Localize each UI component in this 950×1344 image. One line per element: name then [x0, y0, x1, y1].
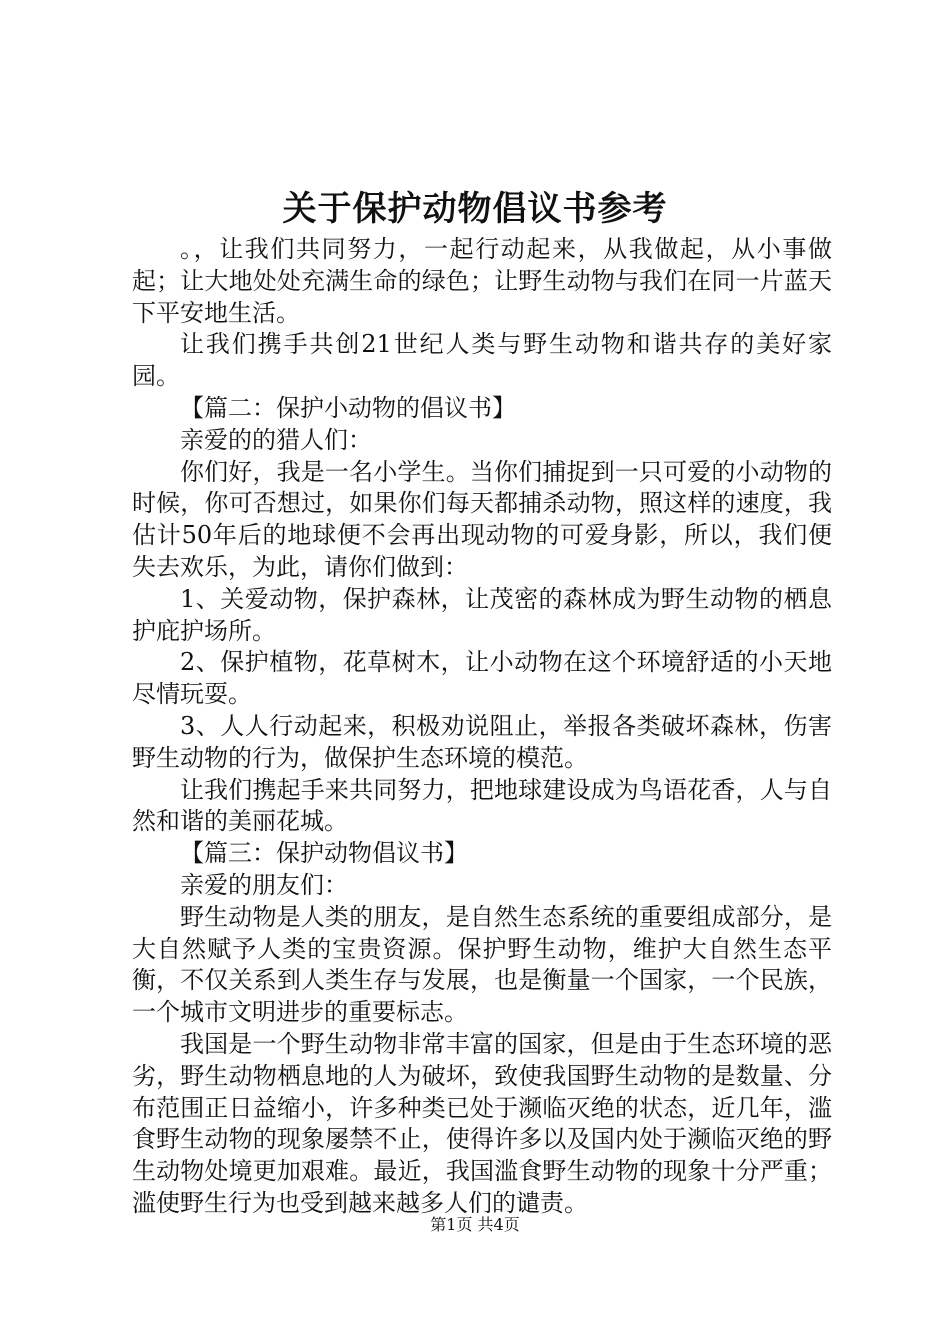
paragraph-12: 野生动物是人类的朋友，是自然生态系统的重要组成部分，是大自然赋予人类的宝贵资源。保护野生动物，维护大自然生态平衡，不仅关系到人类生存与发展，也是衡量一个国家，一个民族，一个城市文明进步的重要标志。	[132, 902, 832, 1027]
paragraph-9: 让我们携起手来共同努力，把地球建设成为鸟语花香，人与自然和谐的美丽花城。	[132, 775, 832, 836]
salutation-hunters: 亲爱的的猎人们：	[180, 425, 372, 454]
paragraph-13: 我国是一个野生动物非常丰富的国家，但是由于生态环境的恶劣，野生动物栖息地的人为破坏，致使我国野生动物的是数量、分布范围正日益缩小，许多种类已处于濒临灭绝的状态，近几年，滥食野生动物的现象屡禁不止，使得许多以及国内处于濒临灭绝的野生动物处境更加艰难。最近，我国滥食野生动物的现象十分严重；滥使野生行为也受到越来越多人们的谴责。	[132, 1029, 832, 1217]
list-item-1: 1、关爱动物，保护森林，让茂密的森林成为野生动物的栖息护庇护场所。	[132, 584, 832, 645]
section-heading-3: 【篇三：保护动物倡议书】	[180, 839, 468, 868]
section-heading-2: 【篇二：保护小动物的倡议书】	[180, 393, 516, 422]
paragraph-2: 让我们携手共创21世纪人类与野生动物和谐共存的美好家园。	[132, 330, 832, 391]
paragraph-5: 你们好，我是一名小学生。当你们捕捉到一只可爱的小动物的时候，你可否想过，如果你们每天都捕杀动物，照这样的速度，我估计50年后的地球便不会再出现动物的可爱身影，所以，我们便失去欢乐，为此，请你们做到：	[132, 457, 832, 581]
paragraph-1: 。，让我们共同努力，一起行动起来，从我做起，从小事做起；让大地处处充满生命的绿色；让野生动物与我们在同一片蓝天下平安地生活。	[132, 235, 832, 327]
list-item-2: 2、保护植物，花草树木，让小动物在这个环境舒适的小天地尽情玩耍。	[132, 648, 832, 709]
list-item-3: 3、人人行动起来，积极劝说阻止，举报各类破坏森林，伤害野生动物的行为，做保护生态环境的模范。	[132, 711, 832, 772]
document-title: 关于保护动物倡议书参考	[282, 189, 668, 229]
salutation-friends: 亲爱的朋友们：	[180, 870, 348, 899]
page-footer: 第1页 共4页	[430, 1215, 520, 1234]
document-body	[132, 234, 832, 1220]
